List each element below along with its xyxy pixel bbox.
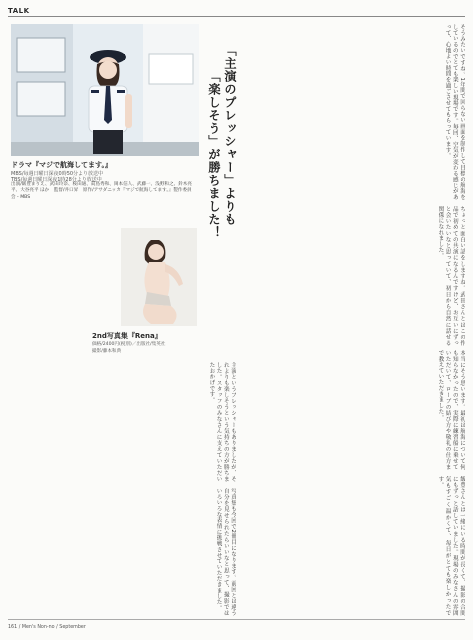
page-footer: 161 / Men's Non-no / September	[8, 625, 86, 630]
photobook-price: 価格/2400円(税別)／出版社/集英社	[92, 342, 166, 347]
drama-photo	[11, 24, 199, 156]
magazine-name: Men's Non-no	[21, 625, 55, 630]
headline-line-2: 「楽しそう」が勝ちました！	[207, 70, 221, 239]
body-column-1: そうみたいですね。1年間で回らない画面を制作して目標の航海をしているのでとても楽しい現場です。毎回、空気が変わる感じがあって、心地よい時間を過ごさせてもらっています。	[444, 24, 465, 200]
section-label: TALK	[8, 7, 30, 15]
body-column-5: 主演というプレッシャーもありましたが、それよりも楽しそうという気持ちの方が勝ちました。スタッフのみなさんに支えていただいたおかげです。	[208, 362, 236, 482]
drama-title: ドラマ『マジで航海してます。』	[11, 161, 112, 169]
body-column-3: 本当にそう思います。最初は航海について何も知らなかったので、実際に練習船に乗せていただいて、ロープの結び方や敬礼の仕方まで教えていただきました。	[437, 350, 465, 470]
drama-broadcast-mbs: MBS/毎週日曜日深夜0時50分より放送中	[11, 171, 104, 177]
top-divider	[8, 16, 465, 17]
photobook-photo	[121, 228, 197, 326]
photobook-photographer: 撮影/藤本和典	[92, 349, 122, 354]
issue-month: September	[59, 625, 86, 630]
page-number: 161	[8, 625, 18, 630]
body-column-4: 飯豊さんとは一緒にいる時間が長くて、撮影の合間にもずっと話していました。現場のみなさんの雰囲気もすごく温かくて、毎日がとても楽しかったです。	[437, 476, 465, 616]
bottom-divider	[8, 619, 465, 620]
body-column-2: ちょっと面白い話をしますね。武田さんとはこの作品で初めての共演になるんですけど、お互いにずっと会いたいなと思っていて、初日から自然に話せる関係になれました。	[437, 206, 465, 346]
headline-line-1: 「主演のプレッシャー」よりも	[223, 44, 237, 226]
body-column-6: 写真集も今回で2冊目になります。前回とは違う自分を見せられたらいいなと思って、撮影ではいろいろな表情に挑戦させていただきました。	[215, 488, 236, 616]
photobook-title: 2nd写真集『Rena』	[92, 332, 162, 340]
drama-credits: 出演/飯豊まりえ、武田玲奈、桜田通、眞島秀和、岡本信人、武藤一、浅野和之、鈴木亮平、大谷亮平 ほか 監督/井口昇 原作/アサダニッカ『マジで航海してます。』製作委員会・MBS	[11, 182, 192, 200]
drama-broadcast-tbs: TBS/毎週日曜日深夜1時28分より放送中	[11, 177, 102, 183]
